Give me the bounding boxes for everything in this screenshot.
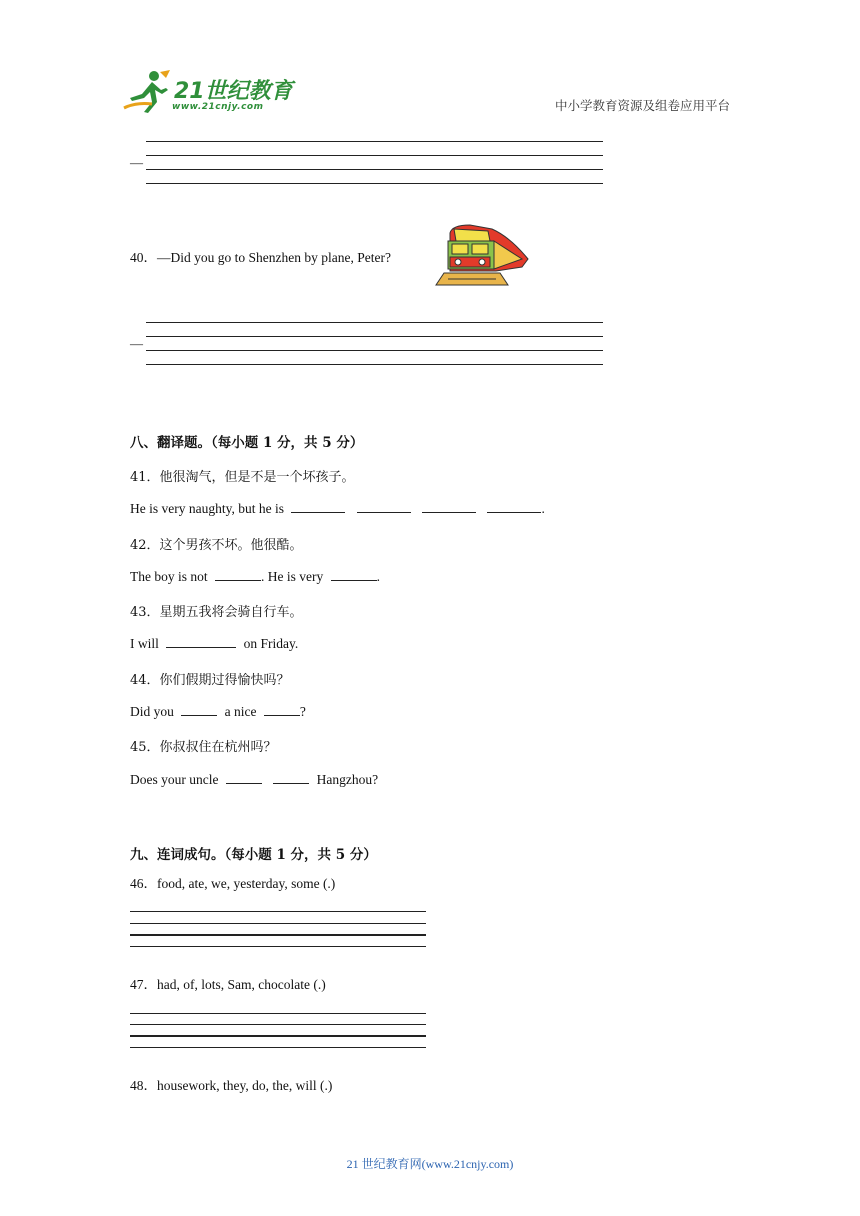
question-47: 47．had, of, lots, Sam, chocolate (.) bbox=[130, 977, 326, 992]
blank-input[interactable] bbox=[226, 771, 262, 784]
answer-line bbox=[130, 1013, 426, 1014]
question-42-cn: 42．这个男孩不坏。他很酷。 bbox=[130, 538, 303, 553]
answer-line bbox=[146, 336, 603, 337]
blank-input[interactable] bbox=[331, 568, 377, 581]
blank-input[interactable] bbox=[357, 500, 411, 513]
question-41-text: He is very naughty, but he is bbox=[130, 501, 284, 516]
answer-line bbox=[146, 141, 603, 142]
blank-input[interactable] bbox=[181, 703, 217, 716]
question-43-cn: 43．星期五我将会骑自行车。 bbox=[130, 605, 303, 620]
question-44-text: a nice bbox=[224, 704, 257, 719]
question-44-end: ? bbox=[299, 704, 306, 719]
question-41-en bbox=[130, 500, 545, 517]
answer-line bbox=[146, 364, 603, 365]
question-46: 46．food, ate, we, yesterday, some (.) bbox=[130, 876, 336, 891]
answer-line bbox=[146, 169, 603, 170]
question-45-en bbox=[130, 771, 378, 788]
question-40: 40．—Did you go to Shenzhen by plane, Peter? bbox=[130, 250, 391, 265]
answer-line bbox=[130, 1047, 426, 1048]
header-platform-text: 中小学教育资源及组卷应用平台 bbox=[554, 98, 730, 113]
question-42-text: The boy is not bbox=[130, 569, 208, 584]
section-8-title: 八、翻译题。（每小题 1 分，共 5 分） bbox=[130, 435, 364, 451]
question-45-text: Does your uncle bbox=[130, 772, 219, 787]
runner-logo-icon bbox=[122, 68, 172, 114]
answer-line bbox=[146, 322, 603, 323]
answer-line bbox=[146, 183, 603, 184]
question-44-text: Did you bbox=[130, 704, 174, 719]
logo-url: www.21cnjy.com bbox=[172, 102, 264, 112]
question-42-en bbox=[130, 568, 380, 585]
answer-line bbox=[146, 155, 603, 156]
section-9-title: 九、连词成句。（每小题 1 分，共 5 分） bbox=[130, 847, 377, 863]
answer-dash: — bbox=[130, 336, 143, 351]
blank-input[interactable] bbox=[215, 568, 261, 581]
blank-input[interactable] bbox=[422, 500, 476, 513]
blank-input[interactable] bbox=[487, 500, 541, 513]
question-41-end: . bbox=[541, 501, 545, 516]
site-logo bbox=[122, 68, 292, 116]
question-42-end: . bbox=[376, 569, 380, 584]
question-45-cn: 45．你叔叔住在杭州吗？ bbox=[130, 740, 277, 755]
question-43-text: I will bbox=[130, 636, 159, 651]
answer-line bbox=[146, 350, 603, 351]
question-44-cn: 44．你们假期过得愉快吗？ bbox=[130, 673, 290, 688]
question-42-text: . He is very bbox=[261, 569, 324, 584]
answer-line bbox=[130, 946, 426, 947]
question-41-cn: 41．他很淘气，但是不是一个坏孩子。 bbox=[130, 470, 355, 485]
blank-input[interactable] bbox=[264, 703, 300, 716]
train-icon bbox=[430, 207, 530, 302]
logo-text: 21世纪教育 bbox=[174, 79, 293, 104]
page-footer: 21 世纪教育网(www.21cnjy.com) bbox=[346, 1157, 514, 1171]
blank-input[interactable] bbox=[273, 771, 309, 784]
question-48: 48．housework, they, do, the, will (.) bbox=[130, 1078, 333, 1093]
blank-input[interactable] bbox=[166, 635, 236, 648]
question-45-end: Hangzhou? bbox=[316, 772, 379, 787]
answer-line bbox=[130, 934, 426, 936]
answer-line bbox=[130, 923, 426, 924]
question-44-en bbox=[130, 703, 306, 720]
answer-dash: — bbox=[130, 155, 143, 170]
answer-line bbox=[130, 911, 426, 912]
answer-line bbox=[130, 1024, 426, 1025]
question-43-en bbox=[130, 635, 298, 652]
question-43-end: on Friday. bbox=[243, 636, 299, 651]
answer-line bbox=[130, 1035, 426, 1037]
blank-input[interactable] bbox=[291, 500, 345, 513]
